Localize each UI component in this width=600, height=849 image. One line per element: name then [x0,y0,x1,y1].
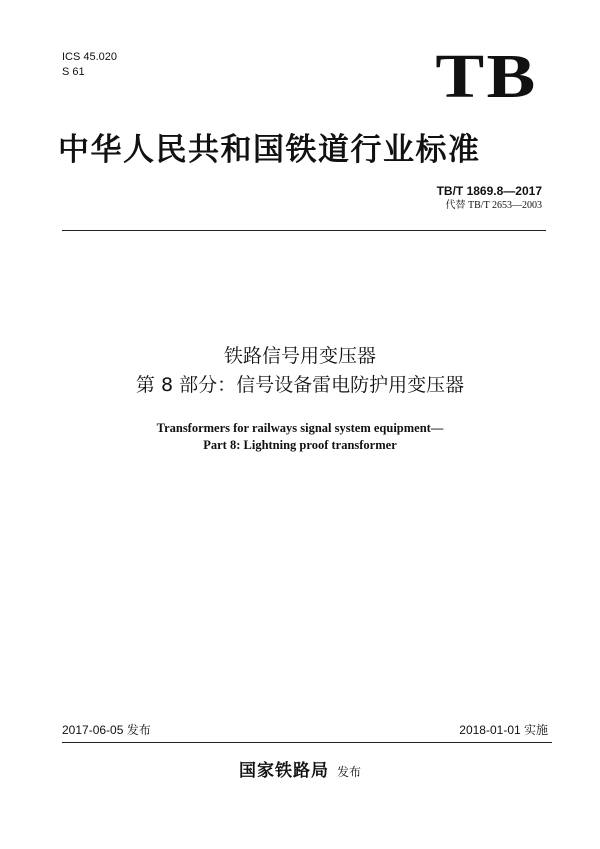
title-en-line2: Part 8: Lightning proof transformer [203,438,397,452]
title-zh-line1: 铁路信号用变压器 [223,345,376,367]
ccs-code: S 61 [62,66,85,78]
publisher-name: 国家铁路局 [238,761,329,781]
ics-code: ICS 45.020 [62,51,118,63]
document-title-zh [0,342,600,400]
tb-logo: TB [435,43,538,111]
header-divider [62,230,546,231]
classification-codes [62,50,117,80]
standard-code-block [437,184,542,213]
standard-title: 中华人民共和国铁道行业标准 [58,132,481,168]
publisher [0,756,600,781]
replaces-note: 代替 TB/T 2653—2003 [445,200,542,211]
footer-divider [62,742,552,743]
title-zh-line2: 第 8 部分：信号设备雷电防护用变压器 [135,374,465,396]
standard-code: TB/T 1869.8—2017 [436,184,542,198]
title-en-line1: Transformers for railways signal system equipment— [156,421,444,435]
publisher-verb: 发布 [336,765,361,779]
implementation-date: 2018-01-01 实施 [459,723,548,737]
issue-date: 2017-06-05 发布 [62,723,151,737]
document-title-en [0,420,600,454]
